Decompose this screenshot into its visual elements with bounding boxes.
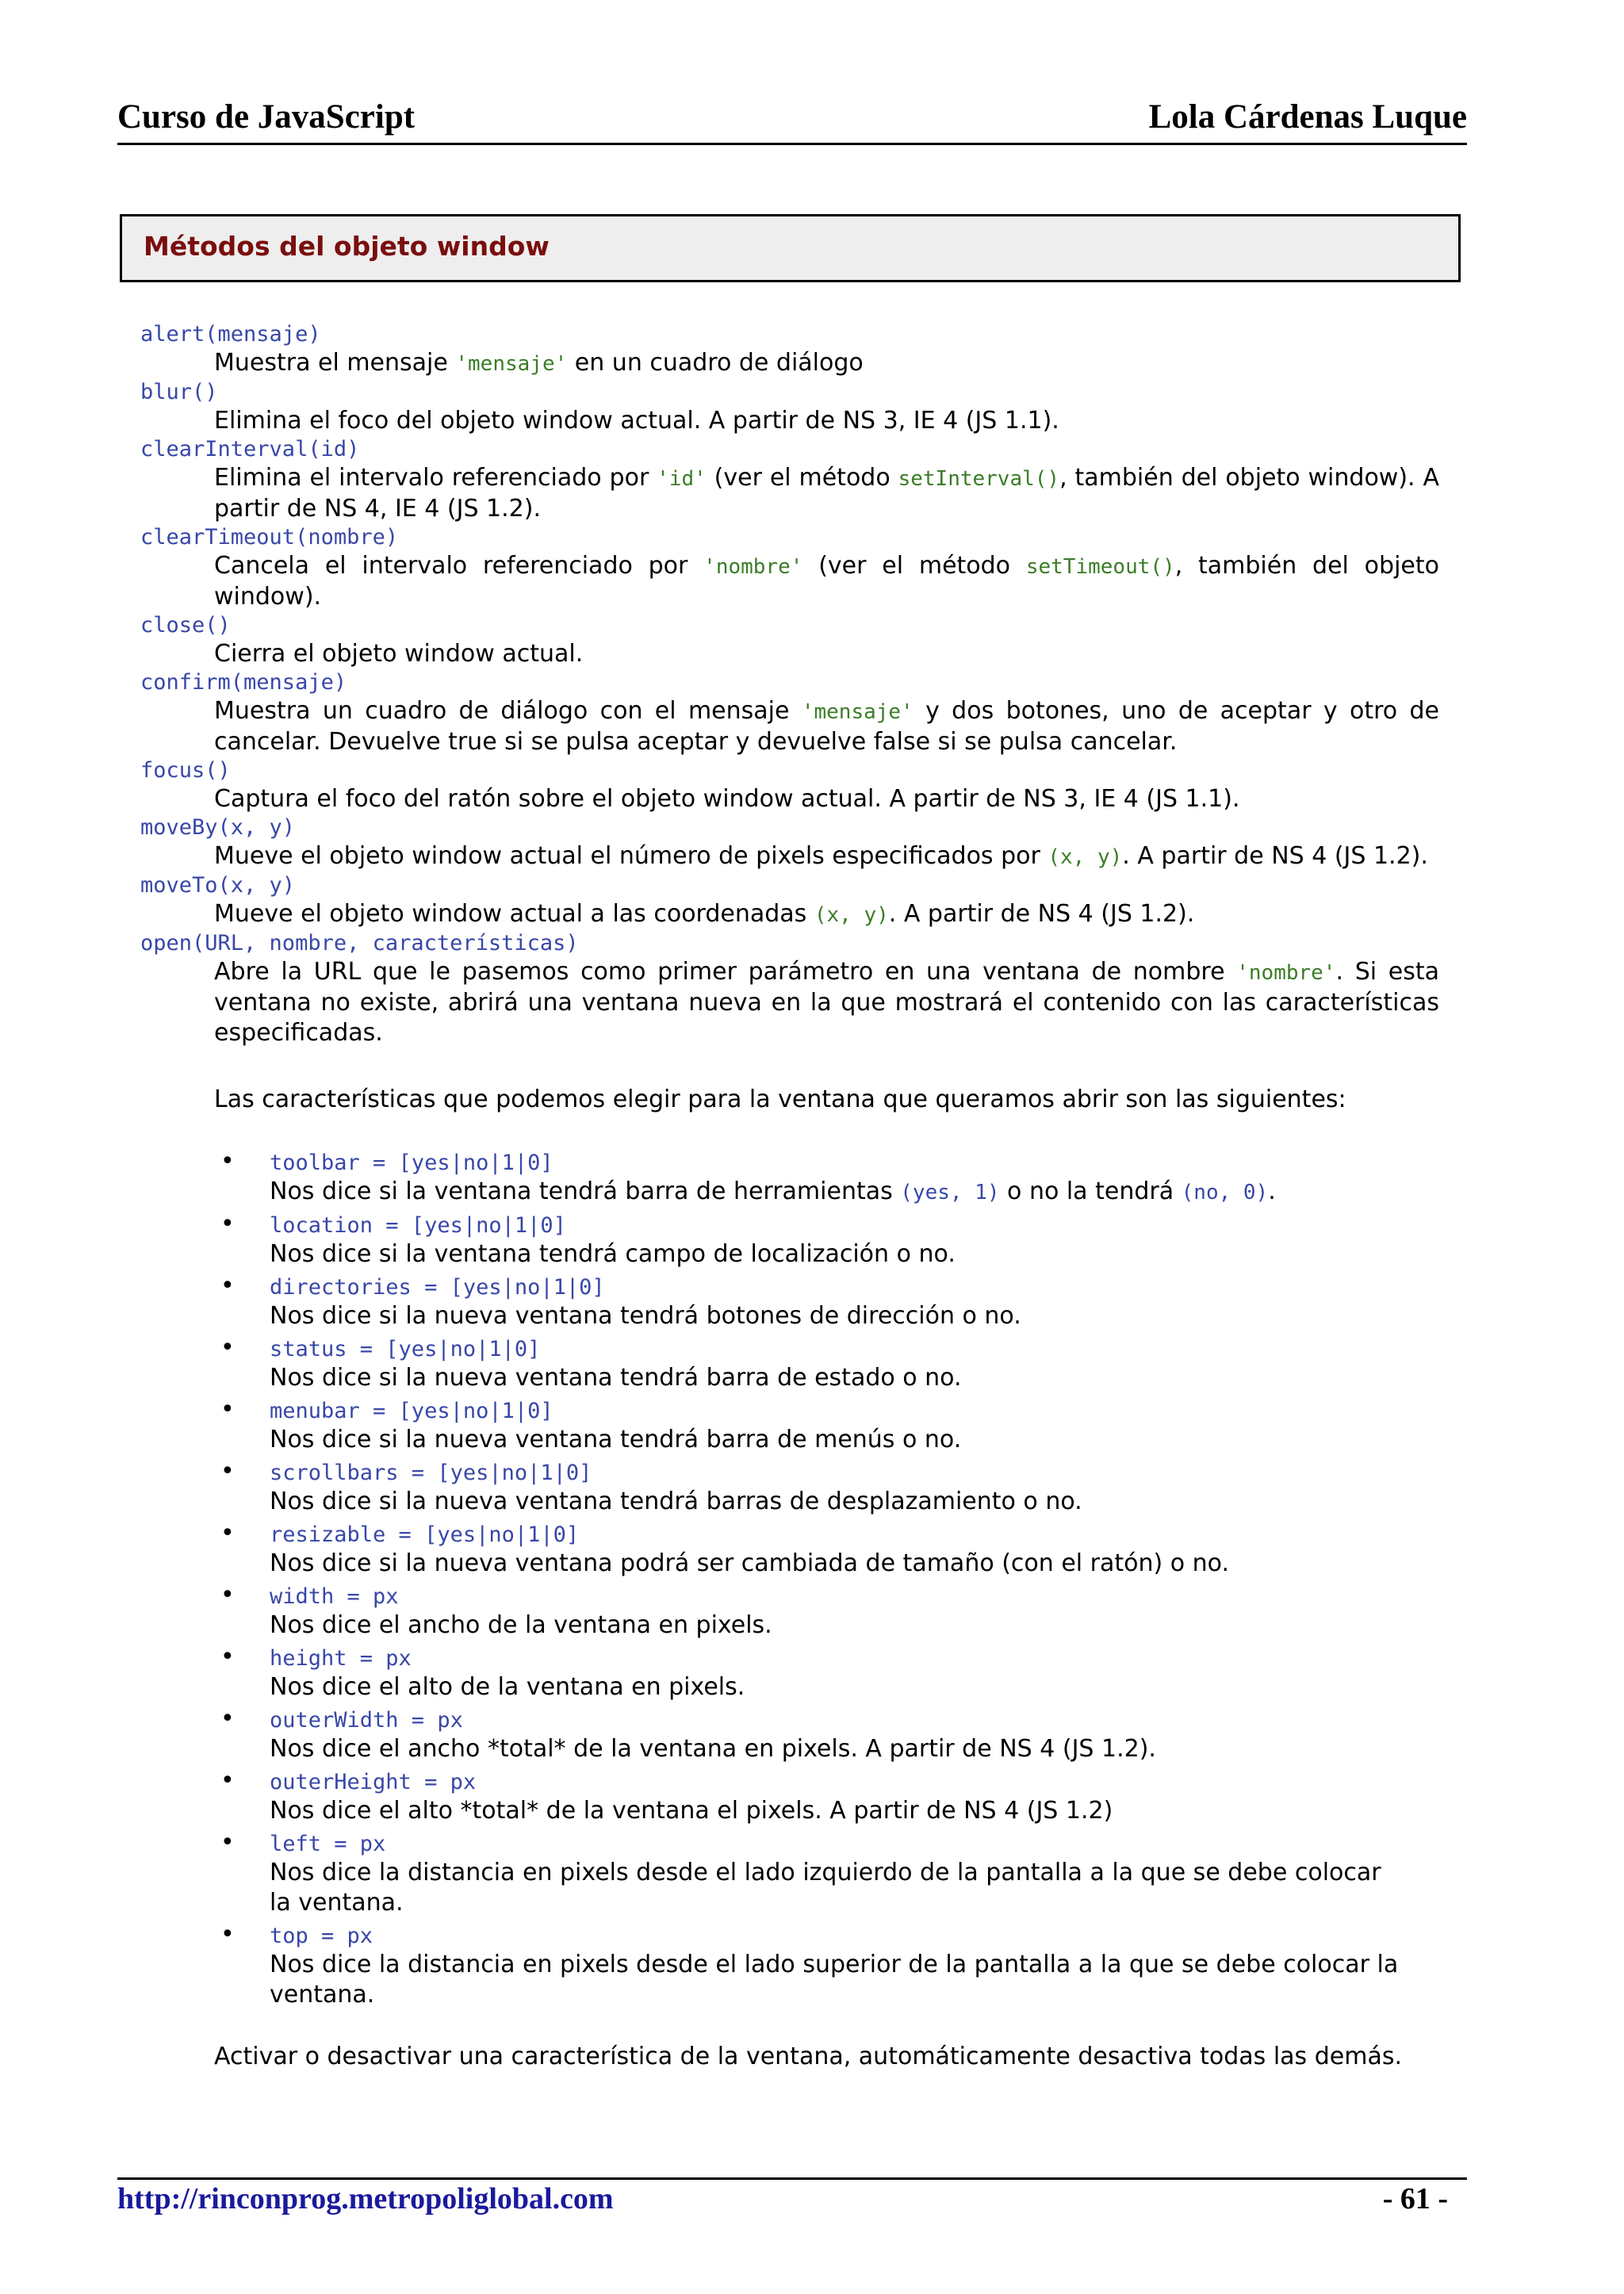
text-fragment: . A partir de NS 4 (JS 1.2). <box>1122 842 1428 870</box>
bullet-icon: • <box>220 1767 235 1794</box>
method-name: clearInterval(id) <box>140 437 360 461</box>
method-name: confirm(mensaje) <box>140 670 347 695</box>
method-entry <box>140 930 1439 1048</box>
feature-name: width = px <box>270 1584 399 1609</box>
feature-description <box>270 1796 1404 1826</box>
method-name: blur() <box>140 380 218 404</box>
text-fragment: (ver el método <box>706 464 898 492</box>
text-fragment: Nos dice el ancho *total* de la ventana en pixels. A partir de NS 4 (JS 1.2). <box>270 1735 1156 1763</box>
method-description <box>214 551 1439 612</box>
method-name: clearTimeout(nombre) <box>140 525 399 550</box>
bullet-icon: • <box>220 1921 235 1948</box>
header-author: Lola Cárdenas Luque <box>1148 98 1467 136</box>
text-fragment: Nos dice si la nueva ventana tendrá botones de dirección o no. <box>270 1302 1021 1330</box>
bullet-icon: • <box>220 1272 235 1300</box>
feature-name: top = px <box>270 1924 373 1948</box>
code-fragment: (yes, 1) <box>900 1181 1000 1204</box>
method-name: moveTo(x, y) <box>140 873 296 898</box>
feature-name: outerHeight = px <box>270 1770 477 1794</box>
feature-description <box>270 1610 1404 1641</box>
bullet-icon: • <box>220 1396 235 1423</box>
section-heading-box <box>120 214 1461 282</box>
code-fragment: (x, y) <box>1048 845 1123 869</box>
document-body <box>140 321 1439 2072</box>
feature-description <box>270 1549 1404 1579</box>
feature-description <box>270 1425 1404 1455</box>
method-description <box>214 463 1439 524</box>
method-description <box>214 841 1439 872</box>
bullet-icon: • <box>220 1829 235 1856</box>
feature-description <box>270 1487 1404 1517</box>
features-list <box>220 1147 1439 2010</box>
bullet-icon: • <box>220 1519 235 1547</box>
feature-item <box>220 1457 1439 1517</box>
bullet-icon: • <box>220 1334 235 1361</box>
feature-name: outerWidth = px <box>270 1708 463 1733</box>
method-name: close() <box>140 613 231 638</box>
feature-description <box>270 1177 1404 1208</box>
text-fragment: Nos dice la distancia en pixels desde el lado izquierdo de la pantalla a la que se debe colocar la ventana. <box>270 1859 1381 1917</box>
bullet-icon: • <box>220 1210 235 1238</box>
methods-list <box>140 321 1439 1048</box>
text-fragment: Nos dice si la nueva ventana tendrá barra de menús o no. <box>270 1426 962 1453</box>
method-entry <box>140 524 1439 612</box>
text-fragment: Nos dice si la ventana tendrá barra de herramientas <box>270 1178 901 1205</box>
text-fragment: , también del objeto window). A partir de NS 4, IE 4 (JS 1.2). <box>214 464 1439 523</box>
header-divider <box>117 143 1467 145</box>
header-course-title: Curso de JavaScript <box>117 98 416 136</box>
feature-item <box>220 1147 1439 1208</box>
text-fragment: en un cuadro de diálogo <box>567 349 864 377</box>
text-fragment: o no la tendrá <box>999 1178 1182 1205</box>
feature-name: height = px <box>270 1646 412 1671</box>
code-fragment: setTimeout() <box>1025 555 1175 579</box>
method-entry <box>140 814 1439 872</box>
feature-item <box>220 1396 1439 1455</box>
feature-name: menubar = [yes|no|1|0] <box>270 1399 553 1423</box>
feature-description <box>270 1858 1404 1918</box>
code-fragment: setInterval() <box>898 467 1060 491</box>
method-description <box>214 957 1439 1048</box>
text-fragment: Muestra el mensaje <box>214 349 456 377</box>
feature-description <box>270 1672 1404 1702</box>
code-fragment: 'mensaje' <box>801 700 914 724</box>
text-fragment: Elimina el intervalo referenciado por <box>214 464 657 492</box>
method-entry <box>140 757 1439 814</box>
feature-description <box>270 1950 1404 2010</box>
method-description <box>214 784 1439 814</box>
text-fragment: Nos dice el ancho de la ventana en pixels. <box>270 1611 772 1639</box>
feature-description <box>270 1734 1404 1764</box>
features-intro: Las características que podemos elegir para la ventana que queramos abrir son las siguientes: <box>214 1086 1346 1113</box>
method-description <box>214 348 1439 379</box>
text-fragment: Nos dice el alto *total* de la ventana el pixels. A partir de NS 4 (JS 1.2) <box>270 1797 1113 1825</box>
code-fragment: 'mensaje' <box>455 352 568 376</box>
feature-name: status = [yes|no|1|0] <box>270 1337 541 1361</box>
text-fragment: Nos dice el alto de la ventana en pixels. <box>270 1673 745 1701</box>
text-fragment: Mueve el objeto window actual el número de pixels especificados por <box>214 842 1048 870</box>
feature-item <box>220 1272 1439 1331</box>
text-fragment: . <box>1268 1178 1276 1205</box>
text-fragment: Nos dice si la ventana tendrá campo de localización o no. <box>270 1240 956 1268</box>
text-fragment: Nos dice la distancia en pixels desde el lado superior de la pantalla a la que se debe colocar la ventana. <box>270 1951 1399 2009</box>
feature-name: left = px <box>270 1832 386 1856</box>
method-name: moveBy(x, y) <box>140 815 296 840</box>
method-entry <box>140 436 1439 524</box>
feature-item <box>220 1210 1439 1270</box>
feature-item <box>220 1643 1439 1702</box>
feature-item <box>220 1334 1439 1393</box>
page-number: - 61 - <box>1382 2182 1448 2215</box>
feature-item <box>220 1829 1439 1918</box>
method-description <box>214 639 1439 669</box>
feature-name: scrollbars = [yes|no|1|0] <box>270 1461 592 1485</box>
text-fragment: . Si esta ventana no existe, abrirá una ventana nueva en la que mostrará el contenido con las características especificadas. <box>214 958 1439 1047</box>
text-fragment: Nos dice si la nueva ventana tendrá barra de estado o no. <box>270 1364 962 1392</box>
text-fragment: . A partir de NS 4 (JS 1.2). <box>888 900 1195 928</box>
code-fragment: 'id' <box>657 467 707 491</box>
feature-item <box>220 1705 1439 1764</box>
text-fragment: Nos dice si la nueva ventana podrá ser cambiada de tamaño (con el ratón) o no. <box>270 1549 1230 1577</box>
closing-paragraph: Activar o desactivar una característica de la ventana, automáticamente desactiva todas las demás. <box>214 2043 1402 2070</box>
feature-item <box>220 1767 1439 1826</box>
bullet-icon: • <box>220 1581 235 1609</box>
method-entry <box>140 379 1439 436</box>
text-fragment: Captura el foco del ratón sobre el objeto window actual. A partir de NS 3, IE 4 (JS 1.1). <box>214 785 1240 813</box>
text-fragment: , también del objeto window). <box>214 552 1439 611</box>
page-header <box>117 97 1467 144</box>
method-entry <box>140 872 1439 930</box>
text-fragment: Abre la URL que le pasemos como primer parámetro en una ventana de nombre <box>214 958 1237 986</box>
text-fragment: Muestra un cuadro de diálogo con el mensaje <box>214 697 802 725</box>
feature-name: toolbar = [yes|no|1|0] <box>270 1151 553 1175</box>
method-entry <box>140 321 1439 379</box>
bullet-icon: • <box>220 1705 235 1733</box>
code-fragment: 'nombre' <box>1236 961 1336 985</box>
section-title: Métodos del objeto window <box>144 231 550 262</box>
feature-name: resizable = [yes|no|1|0] <box>270 1522 580 1547</box>
code-fragment: (x, y) <box>814 903 889 927</box>
bullet-icon: • <box>220 1457 235 1485</box>
text-fragment: Cierra el objeto window actual. <box>214 640 584 668</box>
text-fragment: y dos botones, uno de aceptar y otro de cancelar. Devuelve true si se pulsa aceptar y devuelve false si se pulsa cancelar. <box>214 697 1440 756</box>
method-name: alert(mensaje) <box>140 322 321 347</box>
text-fragment: (ver el método <box>802 552 1026 580</box>
text-fragment: Nos dice si la nueva ventana tendrá barras de desplazamiento o no. <box>270 1488 1082 1515</box>
footer-website-link[interactable]: http://rinconprog.metropoliglobal.com <box>117 2182 614 2215</box>
method-name: open(URL, nombre, características) <box>140 931 579 956</box>
text-fragment: Elimina el foco del objeto window actual. A partir de NS 3, IE 4 (JS 1.1). <box>214 407 1059 435</box>
feature-description <box>270 1239 1404 1270</box>
feature-item <box>220 1921 1439 2010</box>
feature-description <box>270 1363 1404 1393</box>
method-name: focus() <box>140 758 231 783</box>
code-fragment: (no, 0) <box>1181 1181 1269 1204</box>
text-fragment: Mueve el objeto window actual a las coordenadas <box>214 900 814 928</box>
feature-item <box>220 1519 1439 1579</box>
method-description <box>214 696 1439 757</box>
feature-item <box>220 1581 1439 1641</box>
feature-name: location = [yes|no|1|0] <box>270 1213 566 1238</box>
code-fragment: 'nombre' <box>703 555 803 579</box>
method-entry <box>140 612 1439 669</box>
method-entry <box>140 669 1439 757</box>
feature-name: directories = [yes|no|1|0] <box>270 1275 605 1300</box>
text-fragment: Cancela el intervalo referenciado por <box>214 552 704 580</box>
bullet-icon: • <box>220 1643 235 1671</box>
method-description <box>214 406 1439 436</box>
method-description <box>214 899 1439 930</box>
feature-description <box>270 1301 1404 1331</box>
bullet-icon: • <box>220 1147 235 1175</box>
